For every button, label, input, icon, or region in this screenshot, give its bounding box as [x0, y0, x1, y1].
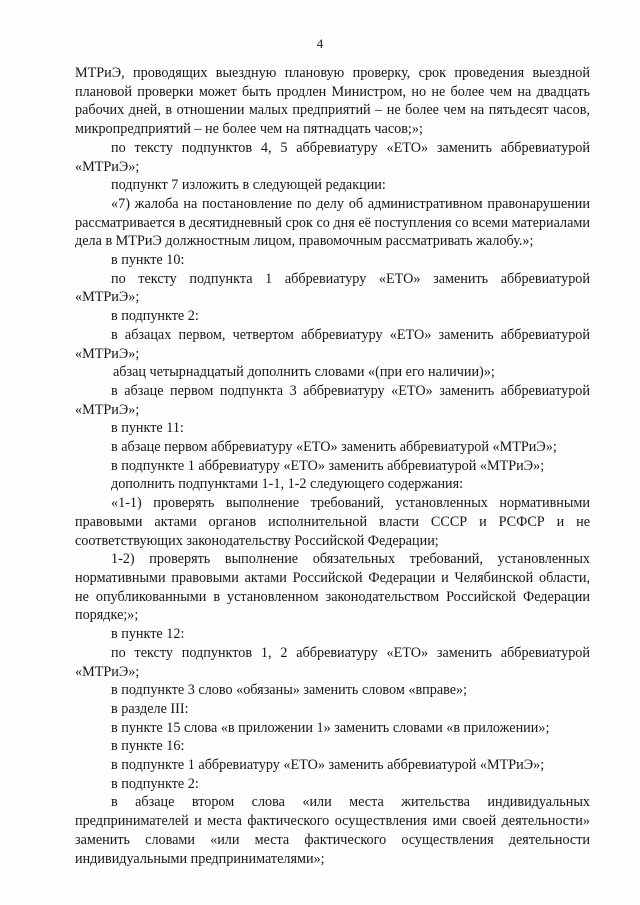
- paragraph: в подпункте 1 аббревиатуру «ЕТО» заменить аббревиатурой «МТРиЭ»;: [111, 757, 545, 774]
- page-number: 4: [316, 36, 324, 51]
- paragraph: по тексту подпунктов 4, 5 аббревиатуру «ЕТО» заменить аббревиатурой «МТРиЭ»;: [75, 139, 590, 175]
- paragraph: в подпункте 3 слово «обязаны» заменить словом «вправе»;: [111, 682, 468, 699]
- paragraph: «7) жалоба на постановление по делу об административном правонарушении рассматривается в десятидневный срок со дня её поступления со всеми материалами дела в МТРиЭ должностным лицом, правомочным рассматривать жалобу.»;: [75, 195, 590, 250]
- paragraph: в подпункте 2:: [111, 775, 199, 792]
- paragraph: по тексту подпункта 1 аббревиатуру «ЕТО» заменить аббревиатурой «МТРиЭ»;: [75, 270, 590, 306]
- paragraph: МТРиЭ, проводящих выездную плановую проверку, срок проведения выездной плановой проверки может быть продлен Министром, но не более чем на двадцать рабочих дней, в отношении малых предприятий – не более чем на пятьдесят часов, микропредприятий – не более чем на пятнадцать часов;»;: [75, 65, 590, 138]
- paragraph: по тексту подпунктов 1, 2 аббревиатуру «ЕТО» заменить аббревиатурой «МТРиЭ»;: [75, 644, 590, 680]
- paragraph: в абзаце первом подпункта 3 аббревиатуру «ЕТО» заменить аббревиатурой «МТРиЭ»;: [75, 382, 590, 418]
- paragraph: в абзаце первом аббревиатуру «ЕТО» заменить аббревиатурой «МТРиЭ»;: [111, 439, 557, 456]
- paragraph: «1-1) проверять выполнение требований, установленных нормативными правовыми актами органов исполнительной власти СССР и РСФСР и не соответствующих законодательству Российской Федерации;: [75, 495, 590, 549]
- paragraph: в подпункте 1 аббревиатуру «ЕТО» заменить аббревиатурой «МТРиЭ»;: [111, 457, 545, 474]
- paragraph: в пункте 15 слова «в приложении 1» заменить словами «в приложении»;: [111, 719, 550, 736]
- paragraph: в пункте 16:: [111, 738, 185, 755]
- paragraph: 1-2) проверять выполнение обязательных требований, установленных нормативными правовыми актами Российской Федерации и Челябинской области, не опубликованными в установленном законодательством Российской Федерации порядке;»;: [75, 551, 590, 624]
- paragraph: в абзаце втором слова «или места жительства индивидуальных предпринимателей и места фактического осуществления ими своей деятельности» заменить словами «или места фактического осуществления деятельности индивидуальными предпринимателями»;: [75, 794, 590, 867]
- paragraph: в пункте 12:: [111, 626, 185, 643]
- paragraph: абзац четырнадцатый дополнить словами «(при его наличии)»;: [113, 364, 495, 381]
- paragraph: в абзацах первом, четвертом аббревиатуру «ЕТО» заменить аббревиатурой «МТРиЭ»;: [75, 326, 590, 362]
- paragraph: подпункт 7 изложить в следующей редакции:: [111, 177, 386, 194]
- document-body: [75, 64, 590, 868]
- paragraph: в разделе III:: [111, 700, 189, 717]
- paragraph: в подпункте 2:: [111, 308, 199, 325]
- paragraph: в пункте 11:: [111, 420, 184, 437]
- paragraph: в пункте 10:: [111, 252, 185, 269]
- paragraph: дополнить подпунктами 1-1, 1-2 следующего содержания:: [111, 476, 464, 493]
